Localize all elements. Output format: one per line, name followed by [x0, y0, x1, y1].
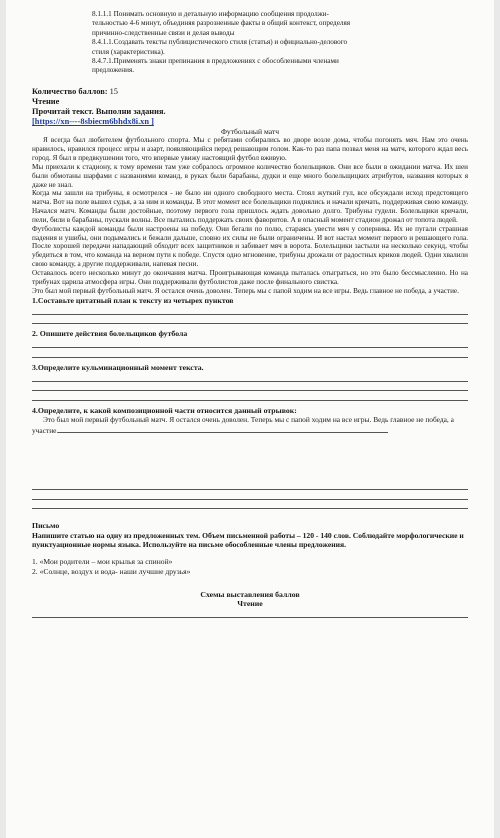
- writing-task: Напишите статью на одну из предложенных тем. Объем письменной работы – 120 - 140 слов. Соблюдайте морфологические и пунктуационные нормы языка. Используйте на письме обособленные члены предложения.: [32, 530, 464, 550]
- answer-line[interactable]: [32, 315, 468, 325]
- answer-line[interactable]: [32, 391, 468, 401]
- story-paragraph: Когда мы зашли на трибуны, я осмотрелся - не было ни одного свободного места. Стоял жуткий гул, все обсуждали исход предстоящего матча. Вот на поле вышел судья, а за ним и команды. В этот момент все болельщики поднялись и начали кричать, поддерживая свою команду.: [32, 189, 469, 207]
- question-1: 1.Составьте цитатный план к тексту из четырех пунктов: [32, 295, 234, 305]
- score-label: Количество баллов:: [32, 86, 108, 96]
- answer-blank[interactable]: [58, 425, 388, 433]
- objective-line: стиля (характеристика).: [92, 47, 165, 56]
- source-link-line[interactable]: [32, 117, 468, 127]
- objective-line: 8.4.1.1.Создавать тексты публицистического стиля (статья) и официально-делового: [92, 38, 348, 47]
- objective-line: 8.4.7.1.Применять знаки препинания в предложениях с обособленными членами: [92, 57, 339, 66]
- story-paragraph: Мы приехали к стадиону, к тому времени там уже собралось огромное количество болельщиков. Они все были в ожидании матча. Их шеи были обмотаны шарфами с названиями команд, в руках были барабаны, дудки и еще много болельщицких атрибутов, названия которых я даже не знал.: [32, 162, 468, 189]
- writing-heading: Письмо: [32, 521, 60, 531]
- story-paragraph: Это был мой первый футбольный матч. Я остался очень доволен. Теперь мы с папой ходим на все игры. Ведь главное не победа, а участие.: [32, 286, 459, 295]
- answer-line[interactable]: [32, 348, 468, 358]
- score-value: 15: [109, 86, 118, 96]
- answer-line[interactable]: [32, 500, 468, 510]
- story-paragraph: Футболисты каждой команды были настроены на победу. Они бегали по полю, стараясь увести мяч у соперника. Их не пугали страшная падения и ушибы, они подымались и бежали дальше, словно их силы не были ограничены. И вот настал момент первого и решающего гола. После хорошей передачи нападающий обходит всех защитников и забивает мяч в ворота. Болельщики застыли на несколько секунд, чтобы убедиться в том, что команда на верном пути к победе. Спустя одно мгновение, трибуны дрожали от радостных криков людей. Одни хвалили свою команду, а другие поддерживали, напевая песни.: [32, 224, 468, 269]
- answer-line[interactable]: [32, 339, 468, 349]
- task-title: Прочитай текст. Выполни задания.: [32, 106, 166, 116]
- objective-line: причинно-следственные связи и делая выводы: [92, 28, 235, 37]
- story-title: Футбольный матч: [220, 126, 280, 136]
- section-reading-label: Чтение: [32, 96, 60, 106]
- excerpt-last-word: участие.: [32, 425, 59, 435]
- story-paragraph: Я всегда был любителем футбольного спорта. Мы с ребятами собирались во дворе возле дома, чтобы погонять мяч. Нам это очень нравилось, нравился процесс игры и азарт, появляющийся перед решающим голом. Как-то раз папа позвал меня на матч, которого ждал весь город. Я был в предвкушении того, что впервые увижу настоящий футбол вживую.: [32, 136, 468, 163]
- answer-line[interactable]: [32, 372, 468, 382]
- answer-line[interactable]: [32, 382, 468, 392]
- writing-topic: 2. «Солнце, воздух и вода- наши лучшие друзья»: [32, 567, 191, 577]
- scoring-scheme-title: Схемы выставления баллов: [200, 589, 300, 599]
- story-text: [32, 136, 468, 295]
- objective-line: тельностью 4-6 минут, объединяя разрозненные факты в общий контекст, определяя: [92, 19, 351, 28]
- answer-line[interactable]: [32, 481, 468, 491]
- story-paragraph: Оставалось всего несколько минут до окончания матча. Проигрывающая команда пыталась отыграться, но это было бессмысленно. Но на трибунах царила атмосфера игры. Они поддерживали футболистов даже после финального свистка.: [32, 269, 468, 286]
- answer-line[interactable]: [32, 490, 468, 500]
- table-top-border: [32, 609, 468, 619]
- objective-line: 8.1.1.1 Понимать основную и детальную информацию сообщения продолжи-: [92, 10, 329, 18]
- score-line: [32, 87, 468, 97]
- question-2: 2. Опишите действия болельщиков футбола: [32, 329, 188, 339]
- story-paragraph: Начался матч. Команды были достойные, поэтому первого гола пришлось ждать довольно долго. Трибуны гудели. Болельщики кричали, пели, били в барабаны, пускали волны. Все пытались поддержать своих фаворитов. А в опасный момент стадион дрожал от топота людей.: [32, 207, 468, 224]
- question-4-excerpt: Это был мой первый футбольный матч. Я остался очень доволен. Теперь мы с папой ходим на все игры. Ведь главное не победа, а: [43, 415, 454, 425]
- answer-line[interactable]: [32, 305, 468, 315]
- writing-topic: 1. «Мои родители – мои крылья за спиной»: [32, 556, 173, 566]
- worksheet-page: [6, 0, 494, 838]
- question-4: 4.Определите, к какой композиционной части относится данный отрывок:: [32, 405, 297, 415]
- learning-objectives: [92, 10, 468, 76]
- source-link[interactable]: [https://xn----8sbiecm6bhdx8i.xn ]: [32, 116, 154, 126]
- question-3: 3.Определите кульминационный момент текста.: [32, 362, 204, 372]
- objective-line: предложения.: [92, 66, 135, 75]
- question-4-excerpt-end: [32, 425, 468, 435]
- scoring-scheme-subtitle: Чтение: [237, 599, 263, 609]
